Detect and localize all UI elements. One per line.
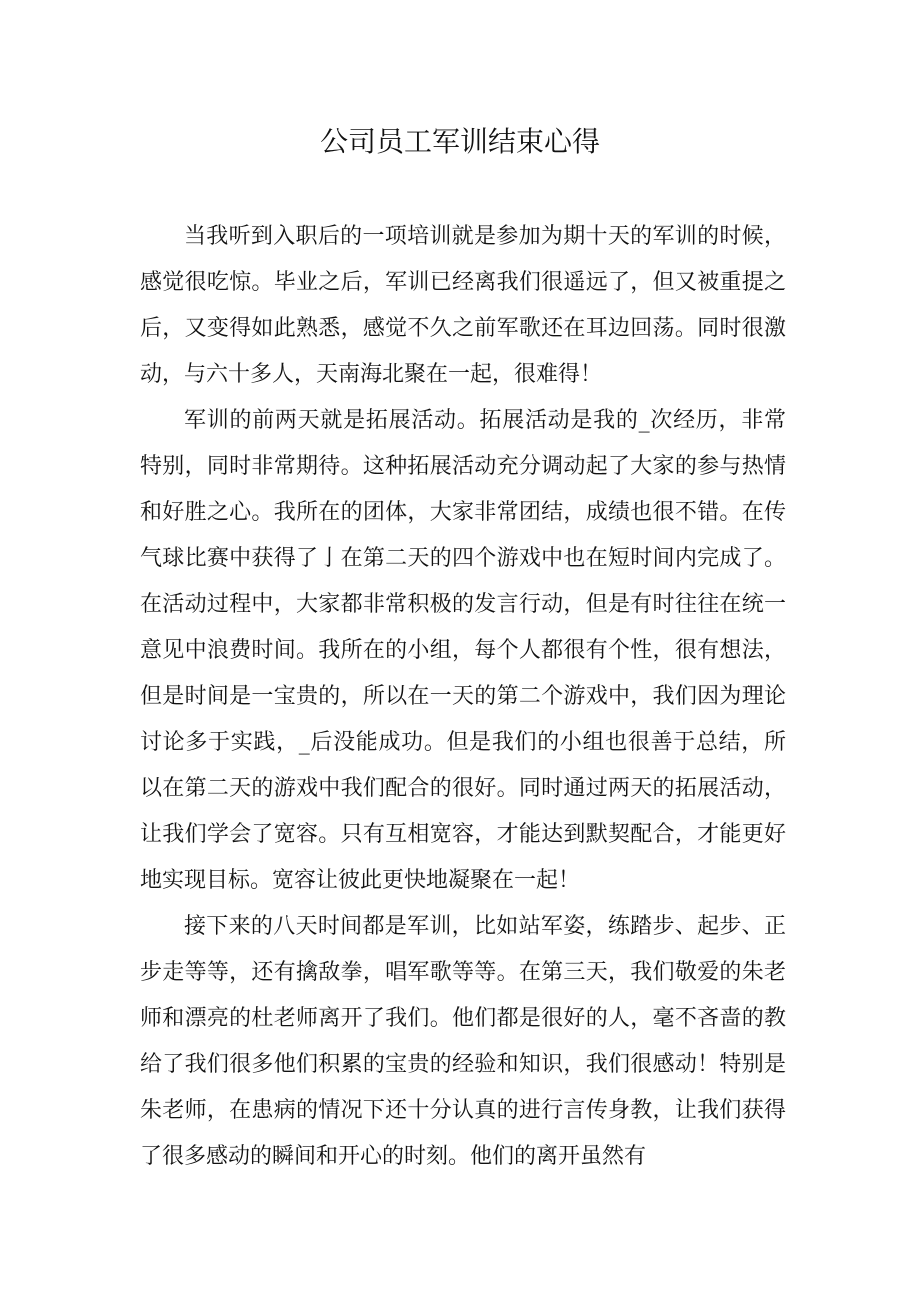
paragraph-expansion-activities: 军训的前两天就是拓展活动。拓展活动是我的_次经历，非常特别，同时非常期待。这种拓展活动充分调动起了大家的参与热情和好胜之心。我所在的团体，大家非常团结，成绩也很不错。在传气球比赛中获得了亅在第二天的四个游戏中也在短时间内完成了。在活动过程中，大家都非常积极的发言行动，但是有时往往在统一意见中浪费时间。我所在的小组，每个人都很有个性，很有想法，但是时间是一宝贵的，所以在一天的第二个游戏中，我们因为理论讨论多于实践，_后没能成功。但是我们的小组也很善于总结，所以在第二天的游戏中我们配合的很好。同时通过两天的拓展活动，让我们学会了宽容。只有互相宽容，才能达到默契配合，才能更好地实现目标。宽容让彼此更快地凝聚在一起！ <box>140 408 786 893</box>
document-body <box>140 214 786 1180</box>
document-title: 公司员工军训结束心得 <box>319 125 600 158</box>
paragraph-intro: 当我听到入职后的一项培训就是参加为期十天的军训的时候，感觉很吃惊。毕业之后，军训已经离我们很遥远了，但又被重提之后，又变得如此熟悉，感觉不久之前军歌还在耳边回荡。同时很激动，与六十多人，天南海北聚在一起，很难得！ <box>140 224 786 387</box>
paragraph-military-training: 接下来的八天时间都是军训，比如站军姿，练踏步、起步、正步走等等，还有擒敌拳，唱军歌等等。在第三天，我们敬爱的朱老师和漂亮的杜老师离开了我们。他们都是很好的人，毫不吝啬的教给了我们很多他们积累的宝贵的经验和知识，我们很感动！特别是朱老师，在患病的情况下还十分认真的进行言传身教，让我们获得了很多感动的瞬间和开心的时刻。他们的离开虽然有 <box>140 914 786 1169</box>
